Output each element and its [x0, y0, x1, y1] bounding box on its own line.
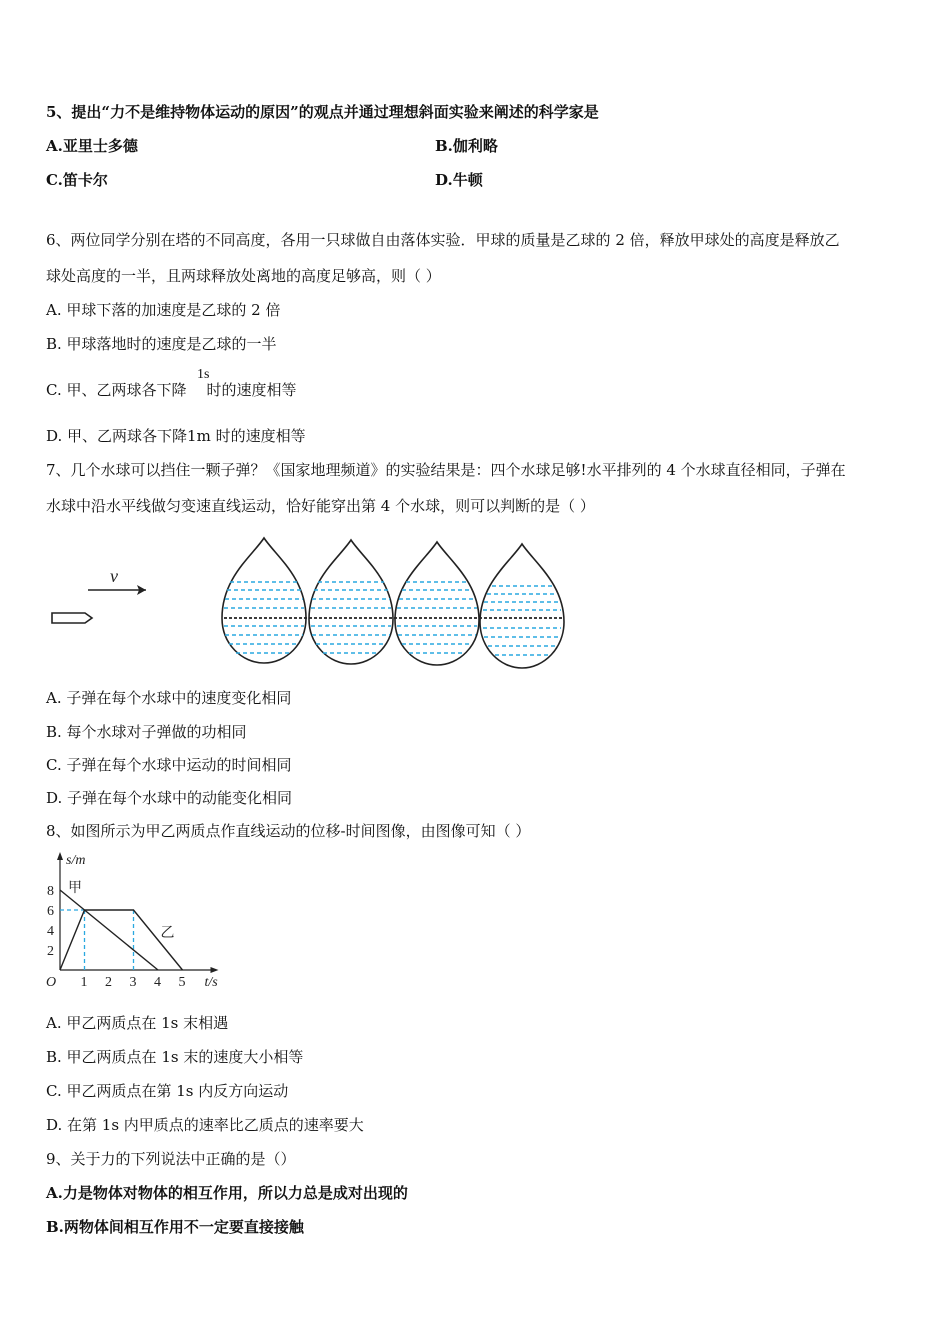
y-tick-label: 4: [47, 924, 54, 939]
water-balloon-3: [395, 542, 479, 665]
q6-option-c-suffix: 时的速度相等: [206, 381, 297, 399]
q8-option-c: C. 甲乙两质点在第 1s 内反方向运动: [46, 1082, 289, 1100]
y-tick-label: 6: [47, 904, 54, 919]
q8-stem: 8、如图所示为甲乙两质点作直线运动的位移-时间图像，由图像可知（ ）: [46, 822, 531, 840]
q7-stem-line1: 7、几个水球可以挡住一颗子弹？《国家地理频道》的实验结果是：四个水球足够!水平排列的 4 个水球直径相同，子弹在: [46, 461, 846, 479]
q6-option-b: B. 甲球落地时的速度是乙球的一半: [46, 335, 277, 353]
bullet-icon: [52, 613, 92, 623]
displacement-time-chart: [40, 848, 230, 993]
water-balloon-1: [222, 538, 306, 663]
x-tick-label: 1: [80, 975, 88, 990]
q6-stem-line1: 6、两位同学分别在塔的不同高度，各用一只球做自由落体实验．甲球的质量是乙球的 2 倍，释放甲球处的高度是释放乙: [46, 231, 840, 249]
water-balloon-2: [309, 540, 393, 664]
x-tick-label: 4: [154, 975, 161, 990]
x-tick-label: 3: [129, 975, 137, 990]
y-tick-label: 2: [47, 944, 54, 959]
q6-option-c-prefix: C. 甲、乙两球各下降: [46, 381, 187, 399]
q9-option-b: B.两物体间相互作用不一定要直接接触: [46, 1218, 304, 1236]
q7-option-b: B. 每个水球对子弹做的功相同: [46, 723, 247, 741]
water-balloon-figure: [40, 530, 580, 675]
q5-option-c: C.笛卡尔: [46, 171, 108, 189]
origin-label: O: [46, 975, 57, 990]
series-label-jia: 甲: [68, 881, 82, 896]
y-axis-label: s/m: [66, 853, 86, 868]
q5-option-d: D.牛顿: [435, 171, 483, 189]
q8-option-a: A. 甲乙两质点在 1s 末相遇: [46, 1014, 229, 1032]
series-line-1: [60, 890, 158, 970]
q9-option-a: A.力是物体对物体的相互作用，所以力总是成对出现的: [46, 1184, 408, 1202]
q6-option-c-time: 1s: [197, 367, 210, 382]
water-balloon-4: [480, 544, 564, 668]
x-tick-label: 5: [178, 975, 186, 990]
q7-option-a: A. 子弹在每个水球中的速度变化相同: [46, 689, 292, 707]
x-tick-label: 2: [105, 975, 112, 990]
q8-option-d: D. 在第 1s 内甲质点的速率比乙质点的速率要大: [46, 1116, 364, 1134]
q5-option-b: B.伽利略: [435, 137, 498, 155]
q5-stem: 5、提出“力不是维持物体运动的原因”的观点并通过理想斜面实验来阐述的科学家是: [46, 103, 599, 121]
q6-option-c: [46, 380, 297, 400]
x-axis-label: t/s: [204, 975, 218, 990]
q8-option-b: B. 甲乙两质点在 1s 末的速度大小相等: [46, 1048, 304, 1066]
x-axis-arrowhead: [211, 967, 219, 973]
q6-option-a: A. 甲球下落的加速度是乙球的 2 倍: [46, 301, 281, 319]
y-tick-label: 8: [47, 884, 54, 899]
q6-option-d: D. 甲、乙两球各下降1m 时的速度相等: [46, 427, 306, 445]
q7-option-d: D. 子弹在每个水球中的动能变化相同: [46, 789, 293, 807]
q7-option-c: C. 子弹在每个水球中运动的时间相同: [46, 756, 292, 774]
q7-stem-line2: 水球中沿水平线做匀变速直线运动，恰好能穿出第 4 个水球，则可以判断的是（ ）: [46, 497, 595, 515]
series-label-yi: 乙: [160, 926, 175, 941]
q6-stem-line2: 球处高度的一半，且两球释放处离地的高度足够高，则（ ）: [46, 267, 441, 285]
q5-option-a: A.亚里士多德: [46, 137, 138, 155]
q9-stem: 9、关于力的下列说法中正确的是（）: [46, 1150, 296, 1168]
y-axis-arrowhead: [57, 852, 63, 860]
velocity-label: v: [110, 566, 118, 586]
